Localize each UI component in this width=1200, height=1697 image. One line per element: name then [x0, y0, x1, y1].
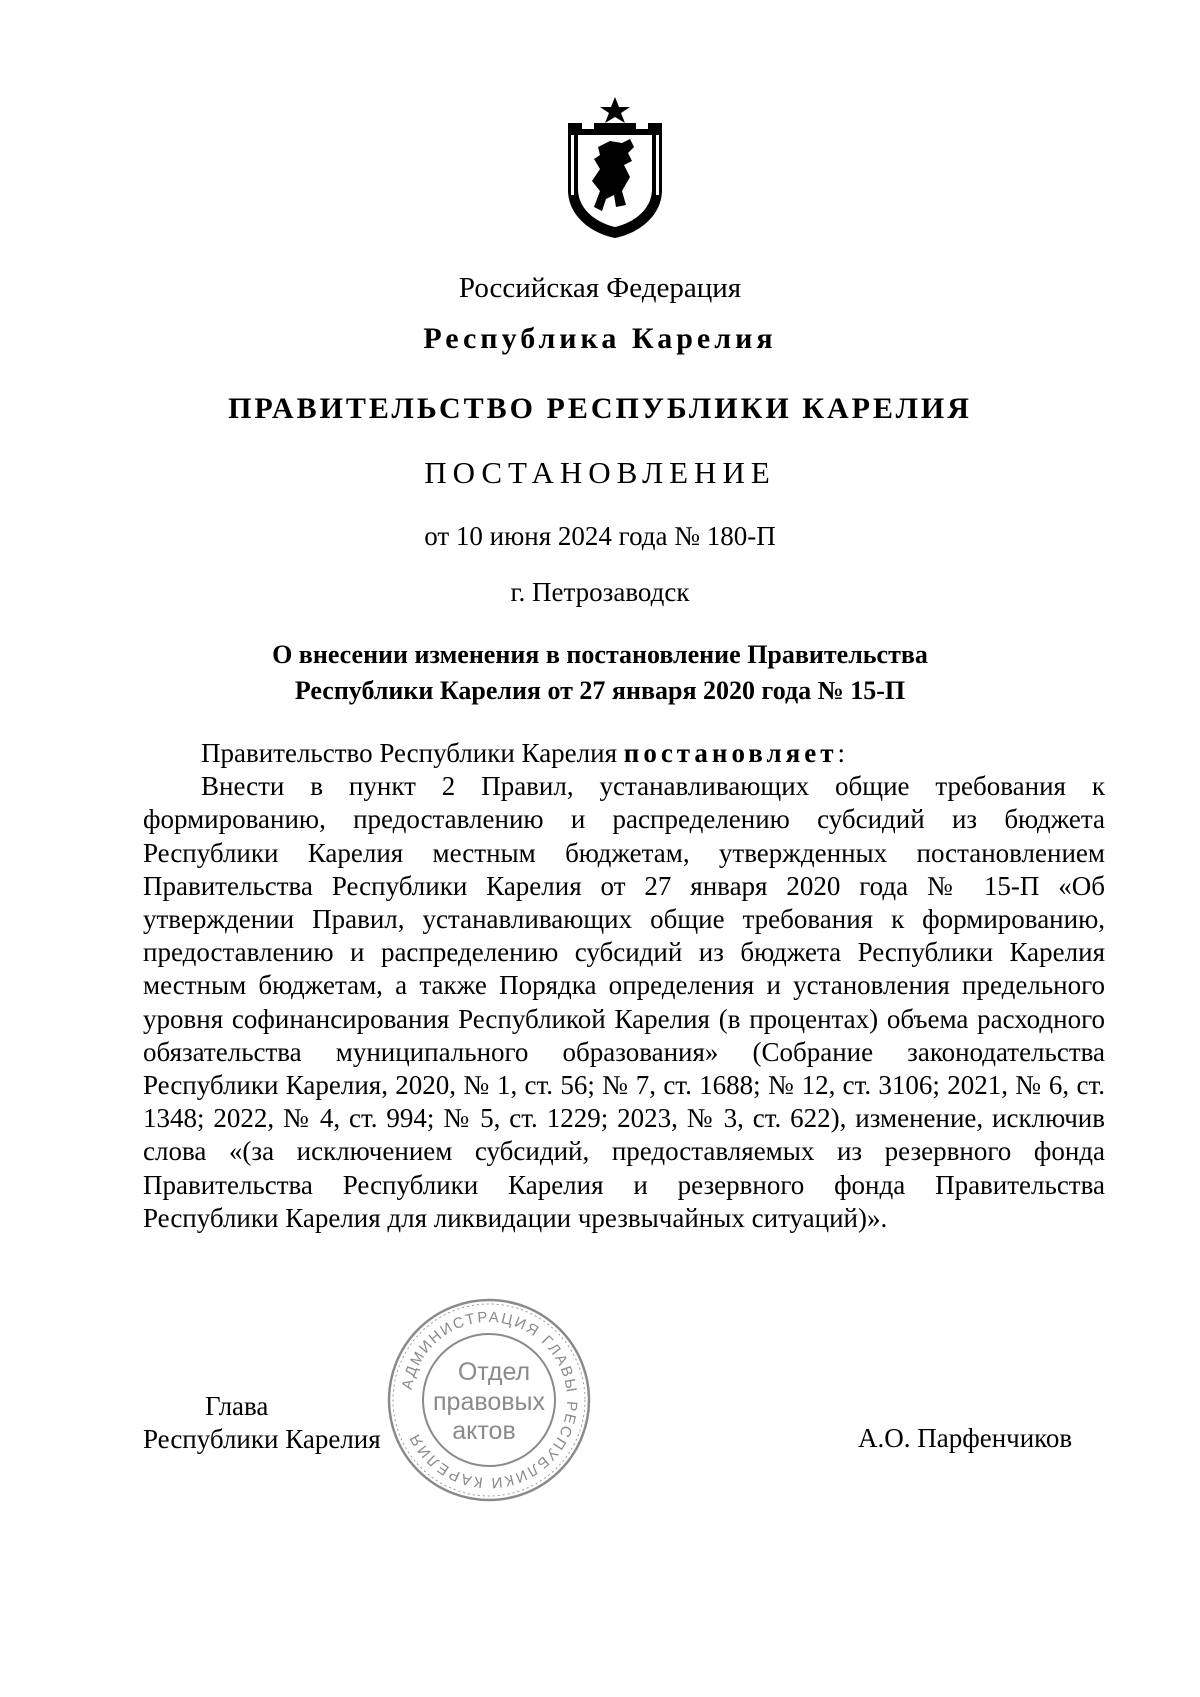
document-body	[143, 737, 1105, 1235]
main-paragraph: Внести в пункт 2 Правил, устанавливающих общие требования к формированию, предоставлению и распределению субсидий из бюджета Республики Карелия местным бюджетам, утвержденных постановлением Правительства Республики Карелия от 27 января 2020 года № 15-П «Об утверждении Правил, устанавливающих общие требования к формированию, предоставлению и распределению субсидий из бюджета Республики Карелия местным бюджетам, а также Порядка определения и установления предельного уровня софинансирования Республикой Карелия (в процентах) объема расходного обязательства муниципального образования» (Собрание законодательства Республики Карелия, 2020, № 1, ст. 56; № 7, ст. 1688; № 12, ст. 3106; 2021, № 6, ст. 1348; 2022, № 4, ст. 994; № 5, ст. 1229; 2023, № 3, ст. 622), изменение, исключив слова «(за исключением субсидий, предоставляемых из резервного фонда Правительства Республики Карелия и резервного фонда Правительства Республики Карелия для ликвидации чрезвычайных ситуаций)».	[143, 771, 1105, 1233]
intro-prefix: Правительство Республики Карелия	[201, 738, 624, 768]
document-subject	[0, 637, 1200, 709]
stamp-line-1: Отдел	[457, 1358, 531, 1386]
stamp-line-3: актов	[452, 1417, 516, 1445]
signatory-title	[143, 1390, 381, 1456]
signatory-title-line-2: Республики Карелия	[143, 1424, 381, 1454]
document-city: г. Петрозаводск	[510, 577, 690, 607]
subject-line-2: Республики Карелия от 27 января 2020 года № 15-П	[294, 676, 906, 705]
government-title: ПРАВИТЕЛЬСТВО РЕСПУБЛИКИ КАРЕЛИЯ	[228, 392, 972, 425]
subject-line-1: О внесении изменения в постановление Правительства	[272, 640, 928, 669]
intro-suffix: :	[837, 738, 846, 768]
signatory-name: А.О. Парфенчиков	[858, 1423, 1073, 1453]
republic-name: Республика Карелия	[423, 322, 777, 355]
stamp-ring-text: АДМИНИСТРАЦИЯ ГЛАВЫ РЕСПУБЛИКИ КАРЕЛИЯ	[398, 1308, 581, 1492]
official-stamp	[384, 1295, 594, 1505]
document-type: ПОСТАНОВЛЕНИЕ	[424, 455, 776, 490]
document-date-number: от 10 июня 2024 года № 180-П	[424, 521, 776, 551]
intro-verb: постановляет	[623, 738, 838, 768]
signatory-title-line-1: Глава	[205, 1391, 269, 1421]
intro-paragraph	[143, 737, 1105, 770]
country-name: Российская Федерация	[458, 272, 742, 304]
stamp-line-2: правовых	[433, 1388, 545, 1416]
karelia-coat-of-arms-icon	[560, 95, 670, 240]
